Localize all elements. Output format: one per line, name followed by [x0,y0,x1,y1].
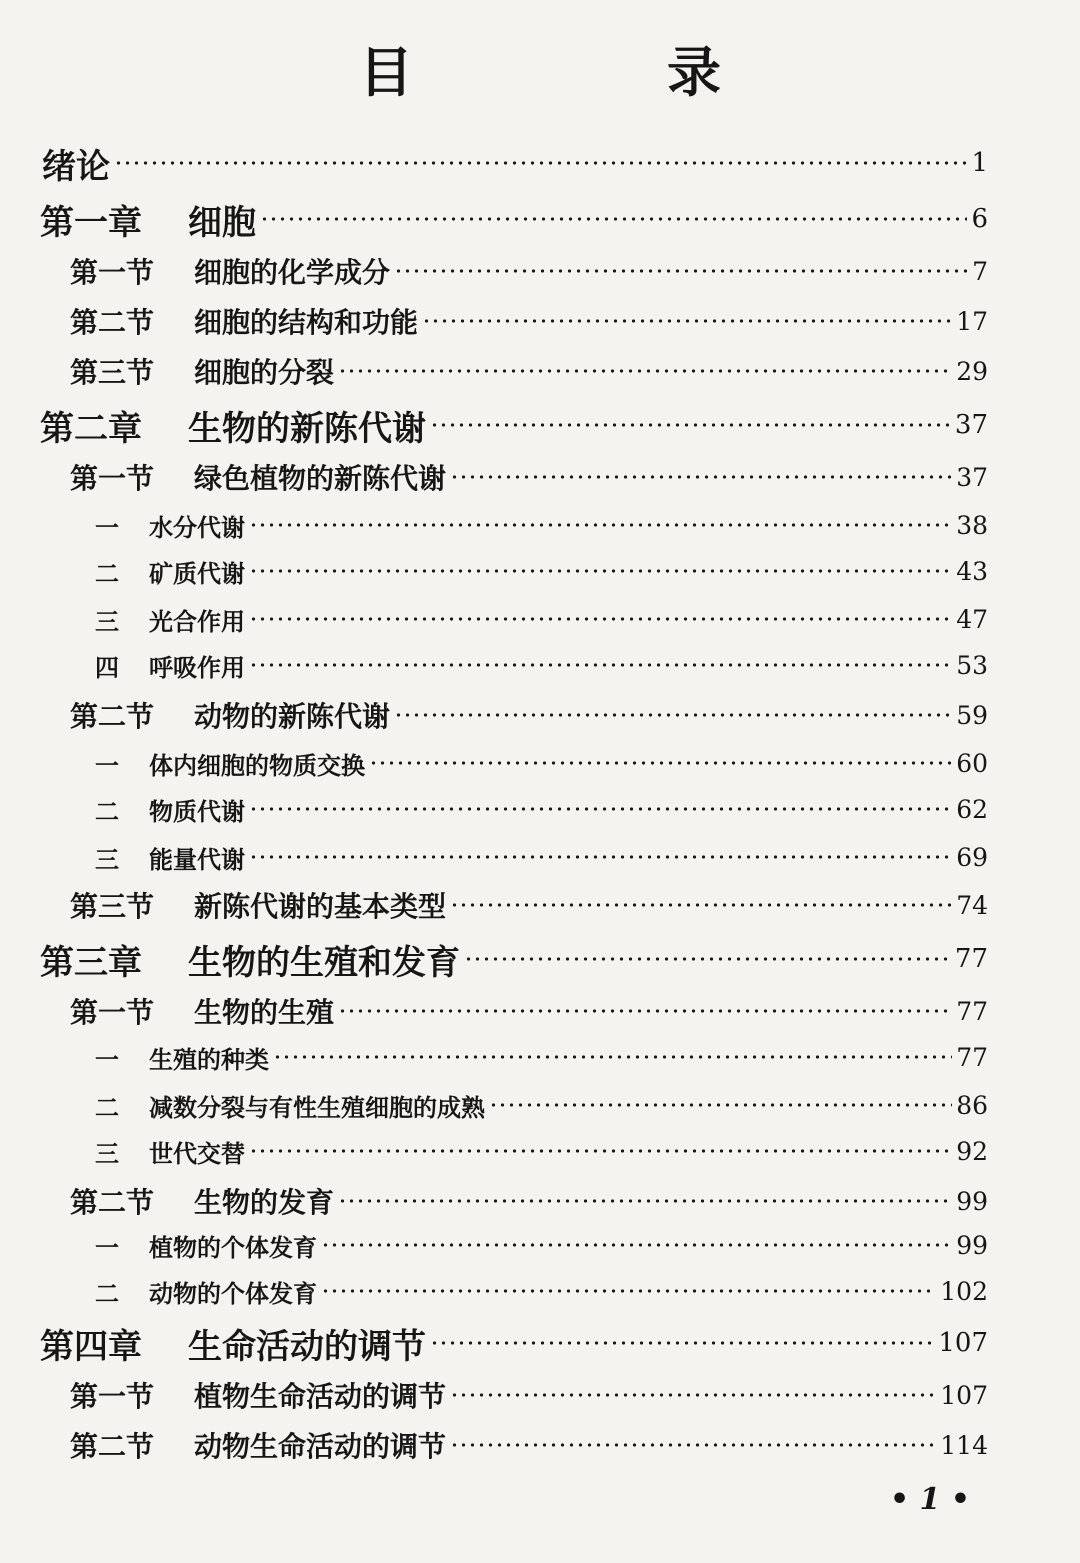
dot-leader [394,713,952,717]
toc-entry-page: 1 [971,148,988,178]
toc-entry-title: 光合作用 [149,606,245,636]
toc-entry-page: 7 [972,256,988,286]
toc-entry-chapter [40,196,988,242]
dot-leader [450,903,952,907]
toc-entry-number: 第一节 [70,996,155,1029]
toc-entry-section [70,1372,988,1418]
toc-entry-number: 二 [95,558,119,588]
toc-entry-number: 第三节 [70,890,155,923]
dot-leader [430,423,951,427]
toc-entry-section [70,454,988,500]
toc-entry-number: 第二节 [70,1430,155,1463]
toc-entry-number: 第二节 [70,306,155,339]
dot-leader [369,761,952,765]
toc-entry-title: 细胞的结构和功能 [194,306,419,339]
toc-entry-page: 29 [956,356,988,386]
dot-leader [321,1289,936,1293]
toc-entry-number: 第四章 [40,1326,142,1367]
dot-leader [249,663,952,667]
toc-entry-page: 99 [956,1230,988,1260]
toc-entry-section [70,1422,988,1468]
toc-entry-title: 世代交替 [149,1138,245,1168]
page-number: • 1 • [889,1482,971,1517]
toc-entry-page: 107 [938,1328,988,1358]
toc-entry-item [95,786,988,832]
dot-leader [114,161,967,165]
toc-entry-number: 一 [95,512,119,542]
toc-entry-number: 第三章 [40,942,142,983]
dot-leader [249,1149,952,1153]
toc-entry-title: 生殖的种类 [149,1044,269,1074]
toc-entry-title: 动物的个体发育 [149,1278,317,1308]
toc-entry-page: 6 [971,204,988,234]
toc-entry-number: 三 [95,844,119,874]
toc-entry-title: 矿质代谢 [149,558,245,588]
toc-entry-section [70,348,988,394]
toc-entry-title: 水分代谢 [149,512,245,542]
dot-leader [430,1341,934,1345]
dot-leader [273,1055,952,1059]
toc-entry-page: 77 [954,944,988,974]
dot-leader [260,217,967,221]
toc-entry-item [95,642,988,688]
toc-entry-page: 37 [956,462,988,492]
toc-entry-title: 细胞 [188,202,256,243]
dot-leader [249,807,952,811]
toc-entry-title: 呼吸作用 [149,652,245,682]
toc-entry-section [70,1178,988,1224]
toc-entry-page: 102 [940,1276,988,1306]
toc-entry-page: 38 [956,510,988,540]
toc-entry-item [95,1034,988,1080]
toc-entry-title: 动物的新陈代谢 [194,700,391,733]
dot-leader [489,1103,952,1107]
toc-entry-title: 体内细胞的物质交换 [149,750,365,780]
toc-entry-page: 114 [940,1430,988,1460]
toc-entry-page: 59 [956,700,988,730]
toc-entry-intro [42,140,988,186]
dot-leader [249,617,952,621]
page-title: 目 录 [359,41,821,104]
toc-entry-title: 植物的个体发育 [149,1232,317,1262]
dot-leader [338,369,952,373]
toc-entry-item [95,502,988,548]
toc-entry-title: 绪论 [42,146,110,187]
toc-entry-number: 二 [95,1092,119,1122]
toc-entry-title: 生物的发育 [194,1186,335,1219]
toc-entry-item [95,1128,988,1174]
toc-entry-number: 第一节 [70,256,155,289]
toc-entry-title: 植物生命活动的调节 [194,1380,447,1413]
toc-entry-title: 能量代谢 [149,844,245,874]
toc-entry-page: 69 [956,842,988,872]
toc-entry-title: 减数分裂与有性生殖细胞的成熟 [149,1092,485,1122]
toc-entry-number: 三 [95,1138,119,1168]
toc-entry-title: 细胞的化学成分 [194,256,391,289]
toc-entry-page: 62 [956,794,988,824]
toc-entry-item [95,1082,988,1128]
dot-leader [450,1393,936,1397]
toc-entry-number: 二 [95,796,119,826]
toc-entry-page: 47 [956,604,988,634]
dot-leader [394,269,968,273]
dot-leader [464,957,951,961]
dot-leader [338,1199,952,1203]
toc-entry-page: 53 [956,650,988,680]
toc-entry-chapter [40,402,988,448]
dot-leader [249,523,952,527]
dot-leader [450,1443,936,1447]
toc-entry-number: 一 [95,1232,119,1262]
toc-entry-number: 第一章 [40,202,142,243]
toc-entry-title: 生命活动的调节 [188,1326,426,1367]
toc-entry-number: 第三节 [70,356,155,389]
toc-entry-number: 第一节 [70,1380,155,1413]
toc-entry-number: 第二节 [70,1186,155,1219]
toc-entry-title: 物质代谢 [149,796,245,826]
toc-entry-item [95,1222,988,1268]
toc-entry-page: 107 [940,1380,988,1410]
toc-entry-number: 二 [95,1278,119,1308]
toc-entry-chapter [40,1320,988,1366]
toc-entry-title: 动物生命活动的调节 [194,1430,447,1463]
toc-entry-item [95,834,988,880]
toc-entry-page: 37 [954,410,988,440]
toc-entry-chapter [40,936,988,982]
toc-entry-number: 第二节 [70,700,155,733]
toc-entry-number: 三 [95,606,119,636]
toc-entry-page: 77 [956,996,988,1026]
dot-leader [249,855,952,859]
toc-entry-item [95,740,988,786]
toc-entry-number: 一 [95,1044,119,1074]
toc-entry-item [95,548,988,594]
toc-entry-section [70,248,988,294]
toc-entry-title: 新陈代谢的基本类型 [194,890,447,923]
dot-leader [422,319,952,323]
toc-entry-page: 43 [956,556,988,586]
toc-entry-number: 第一节 [70,462,155,495]
toc-entry-number: 第二章 [40,408,142,449]
toc-entry-title: 绿色植物的新陈代谢 [194,462,447,495]
dot-leader [321,1243,952,1247]
toc-entry-page: 17 [956,306,988,336]
toc-entry-item [95,1268,988,1314]
toc-entry-section [70,882,988,928]
toc-entry-page: 77 [956,1042,988,1072]
toc-entry-page: 74 [956,890,988,920]
toc-entry-title: 生物的生殖 [194,996,335,1029]
toc-entry-section [70,298,988,344]
toc-entry-title: 生物的新陈代谢 [188,408,426,449]
dot-leader [249,569,952,573]
toc-entry-section [70,692,988,738]
toc-entry-page: 99 [956,1186,988,1216]
dot-leader [338,1009,952,1013]
toc-entry-title: 细胞的分裂 [194,356,335,389]
toc-entry-page: 86 [956,1090,988,1120]
toc-entry-item [95,596,988,642]
toc-entry-title: 生物的生殖和发育 [188,942,460,983]
toc-entry-section [70,988,988,1034]
toc-entry-page: 60 [956,748,988,778]
toc-entry-number: 一 [95,750,119,780]
toc-entry-page: 92 [956,1136,988,1166]
toc-entry-number: 四 [95,652,119,682]
dot-leader [450,475,952,479]
